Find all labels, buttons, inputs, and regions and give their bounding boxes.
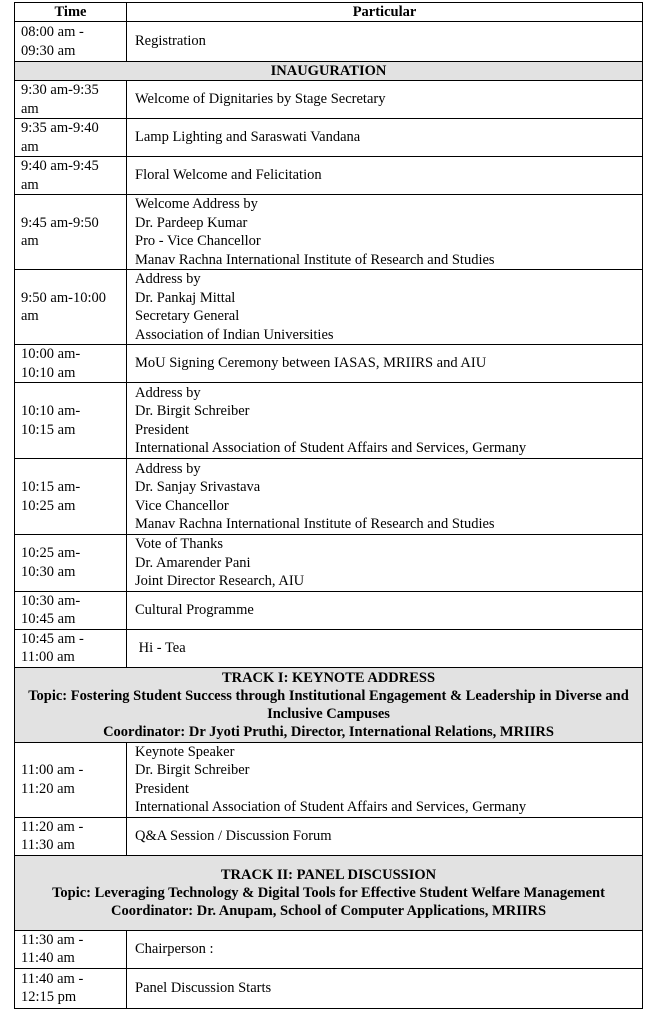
time-line: 10:30 am (21, 563, 76, 580)
section-row (15, 855, 643, 930)
particular-line: Dr. Birgit Schreiber (135, 403, 250, 419)
time-line: 11:40 am (21, 950, 75, 966)
time-line: am (21, 308, 39, 324)
particular-cell (127, 535, 643, 592)
particular-line: Cultural Programme (135, 601, 254, 618)
particular-line: Dr. Pardeep Kumar (135, 214, 248, 231)
time-line: 11:20 am - (21, 818, 84, 835)
table-row (15, 968, 643, 1008)
particular-line: Manav Rachna International Institute of Research and Studies (135, 251, 495, 268)
particular-line: Manav Rachna International Institute of Research and Studies (135, 516, 495, 532)
table-row (15, 930, 643, 968)
table-row (15, 270, 643, 345)
particular-line: Floral Welcome and Felicitation (135, 167, 322, 184)
time-line: 11:30 am (21, 837, 75, 853)
particular-line: International Association of Student Affairs and Services, Germany (135, 799, 527, 815)
particular-line: Dr. Sanjay Srivastava (135, 479, 261, 495)
section-line: Topic: Fostering Student Success through Institutional Engagement & Leadership in Diverse and Inclusive Campuses (28, 687, 629, 722)
time-line: 10:30 am- (21, 592, 81, 609)
particular-line: MoU Signing Ceremony between IASAS, MRIIRS and AIU (135, 355, 487, 372)
header-particular: Particular (127, 3, 643, 22)
section-line: Coordinator: Dr. Anupam, School of Computer Applications, MRIIRS (110, 902, 547, 919)
section-row (15, 667, 643, 742)
time-cell (15, 742, 127, 817)
table-row (15, 157, 643, 195)
particular-line: President (135, 421, 189, 438)
time-cell (15, 157, 127, 195)
particular-line: Dr. Amarender Pani (135, 554, 251, 571)
time-line: 10:45 am - (21, 630, 84, 647)
particular-line: Joint Director Research, AIU (135, 573, 305, 589)
time-line: 9:40 am-9:45 (21, 158, 99, 174)
section-title: INAUGURATION (270, 63, 387, 79)
particular-line: Secretary General (135, 308, 240, 324)
time-cell (15, 195, 127, 270)
particular-cell (127, 383, 643, 459)
particular-cell (127, 930, 643, 968)
time-cell (15, 591, 127, 629)
particular-line: Association of Indian Universities (135, 326, 334, 343)
particular-line: Q&A Session / Discussion Forum (135, 827, 332, 844)
particular-line: Registration (135, 33, 206, 50)
particular-line: Hi - Tea (135, 639, 186, 656)
particular-cell (127, 345, 643, 383)
table-row (15, 195, 643, 270)
particular-cell (127, 591, 643, 629)
particular-cell (127, 157, 643, 195)
time-line: am (21, 100, 39, 117)
particular-line: International Association of Student Affairs and Services, Germany (135, 440, 527, 456)
particular-cell (127, 968, 643, 1008)
time-cell (15, 817, 127, 855)
particular-line: Vice Chancellor (135, 497, 229, 514)
schedule-document (14, 2, 643, 1009)
time-cell (15, 629, 127, 667)
time-cell (15, 81, 127, 119)
time-cell (15, 459, 127, 535)
particular-line: Keynote Speaker (135, 743, 235, 760)
particular-line: Lamp Lighting and Saraswati Vandana (135, 129, 361, 146)
time-line: 10:25 am- (21, 545, 81, 562)
header-time: Time (15, 3, 127, 22)
table-header-row (15, 3, 643, 22)
time-line: 9:30 am-9:35 (21, 82, 99, 98)
time-cell (15, 270, 127, 345)
particular-cell (127, 119, 643, 157)
time-line: 09:30 am (21, 42, 76, 59)
table-row (15, 742, 643, 817)
section-heading (15, 62, 643, 81)
time-line: 10:15 am (21, 421, 76, 438)
particular-line: Address by (135, 271, 201, 287)
time-cell (15, 968, 127, 1008)
section-heading (15, 855, 643, 930)
section-line: Topic: Leveraging Technology & Digital Tools for Effective Student Welfare Management (52, 884, 605, 901)
time-cell (15, 119, 127, 157)
table-row (15, 345, 643, 383)
particular-line: Welcome of Dignitaries by Stage Secretary (135, 91, 386, 108)
table-row (15, 535, 643, 592)
time-line: 11:20 am (21, 780, 75, 797)
time-line: 10:45 am (21, 611, 76, 627)
particular-line: Vote of Thanks (135, 536, 224, 552)
particular-line: Welcome Address by (135, 196, 258, 212)
time-cell (15, 383, 127, 459)
table-row (15, 81, 643, 119)
time-line: 10:25 am (21, 497, 76, 514)
time-line: 10:10 am- (21, 403, 81, 419)
particular-line: Dr. Pankaj Mittal (135, 289, 236, 306)
time-line: am (21, 138, 39, 155)
time-line: 9:45 am-9:50 (21, 214, 99, 231)
particular-cell (127, 742, 643, 817)
time-line: 11:00 am (21, 649, 75, 665)
section-title: TRACK II: PANEL DISCUSSION (220, 866, 437, 883)
schedule-body (15, 22, 643, 1009)
particular-line: Address by (135, 460, 201, 477)
particular-cell (127, 22, 643, 62)
schedule-table (14, 2, 643, 1009)
table-row (15, 629, 643, 667)
table-row (15, 459, 643, 535)
table-row (15, 22, 643, 62)
table-row (15, 591, 643, 629)
particular-cell (127, 81, 643, 119)
time-cell (15, 535, 127, 592)
time-line: 11:40 am - (21, 970, 84, 987)
time-line: am (21, 233, 39, 249)
particular-line: President (135, 780, 189, 797)
section-line: Coordinator: Dr Jyoti Pruthi, Director, International Relations, MRIIRS (103, 723, 554, 740)
table-row (15, 383, 643, 459)
particular-cell (127, 629, 643, 667)
table-row (15, 119, 643, 157)
time-line: am (21, 176, 39, 193)
particular-line: Dr. Birgit Schreiber (135, 762, 250, 778)
time-line: 11:00 am - (21, 762, 84, 778)
table-row (15, 817, 643, 855)
section-row (15, 62, 643, 81)
time-line: 10:00 am- (21, 346, 81, 362)
time-cell (15, 345, 127, 383)
particular-cell (127, 459, 643, 535)
time-line: 9:35 am-9:40 (21, 120, 99, 136)
section-heading (15, 667, 643, 742)
particular-cell (127, 817, 643, 855)
particular-line: Chairperson : (135, 940, 214, 957)
time-line: 08:00 am - (21, 24, 84, 40)
time-cell (15, 930, 127, 968)
particular-line: Panel Discussion Starts (135, 979, 272, 996)
time-cell (15, 22, 127, 62)
time-line: 10:15 am- (21, 479, 81, 495)
particular-cell (127, 270, 643, 345)
particular-line: Address by (135, 384, 201, 401)
time-line: 12:15 pm (21, 989, 77, 1005)
section-title: TRACK I: KEYNOTE ADDRESS (221, 669, 436, 686)
particular-cell (127, 195, 643, 270)
time-line: 10:10 am (21, 364, 76, 381)
time-line: 9:50 am-10:00 (21, 289, 106, 306)
particular-line: Pro - Vice Chancellor (135, 233, 261, 249)
time-line: 11:30 am - (21, 931, 84, 948)
